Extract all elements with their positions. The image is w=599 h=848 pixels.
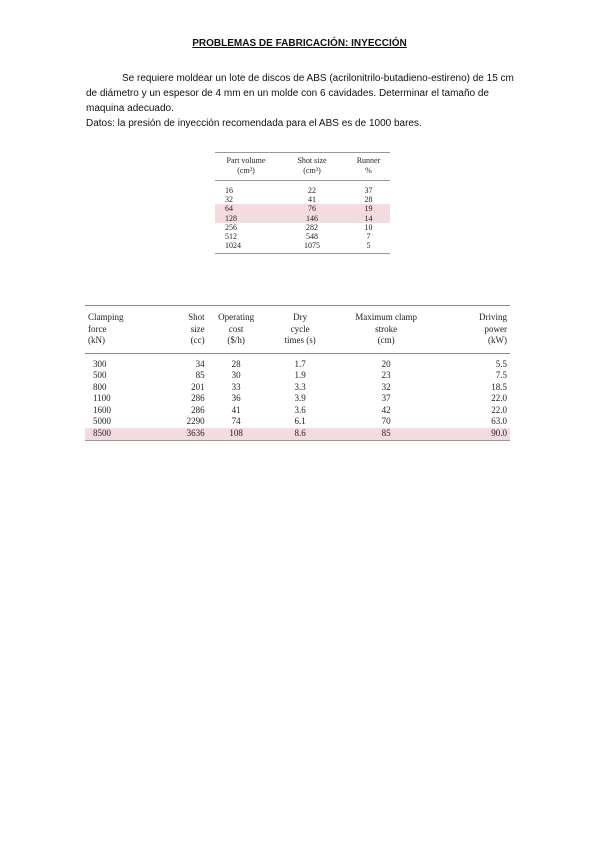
table-row bbox=[215, 195, 390, 204]
table-header-row bbox=[215, 153, 390, 167]
table-cell: 3.9 bbox=[294, 393, 306, 404]
table-cell: 18.5 bbox=[491, 381, 507, 392]
table-cell: 19 bbox=[347, 204, 390, 213]
table-cell: 64 bbox=[215, 204, 277, 213]
table-cell: 33 bbox=[231, 381, 241, 392]
table-cell: 70 bbox=[381, 416, 391, 427]
table-cell: 3.6 bbox=[294, 404, 306, 415]
table-cell: 108 bbox=[205, 428, 268, 440]
table-cell: 34 bbox=[195, 358, 205, 369]
table-cell: 41 bbox=[308, 195, 316, 205]
machine-specs-table bbox=[85, 305, 510, 441]
table-cell: 800 bbox=[93, 381, 107, 392]
column-header-dry-cycle-times: Dry cycle times (s) bbox=[268, 306, 333, 354]
table-header-row bbox=[85, 306, 510, 354]
table-cell: 512 bbox=[225, 232, 237, 242]
table-row-highlighted bbox=[215, 214, 390, 223]
table-cell: 36 bbox=[231, 393, 241, 404]
table-cell: 6.1 bbox=[294, 416, 306, 427]
problem-data-text: Datos: la presión de inyección recomendada para el ABS es de 1000 bares. bbox=[86, 118, 422, 129]
table-row bbox=[215, 232, 390, 241]
table-cell: 3636 bbox=[158, 428, 204, 440]
table-cell: 32 bbox=[381, 381, 391, 392]
table-cell: 1.7 bbox=[294, 358, 306, 369]
column-unit-runner: % bbox=[347, 166, 390, 181]
table-cell: 5 bbox=[347, 241, 390, 254]
page-title: PROBLEMAS DE FABRICACIÓN: INYECCIÓN bbox=[192, 38, 407, 49]
table-row-highlighted bbox=[85, 428, 510, 440]
shot-size-table bbox=[215, 152, 390, 254]
table-cell: 286 bbox=[191, 404, 205, 415]
table-cell: 1.9 bbox=[294, 370, 306, 381]
table-row bbox=[85, 382, 510, 394]
table-cell: 8.6 bbox=[268, 428, 333, 440]
table-cell: 1100 bbox=[93, 393, 111, 404]
table-cell: 1024 bbox=[215, 241, 277, 254]
table-cell: 5.5 bbox=[495, 358, 507, 369]
table-cell: 2290 bbox=[186, 416, 205, 427]
table-cell: 3.3 bbox=[294, 381, 306, 392]
column-header-clamping-force: Clamping force (kN) bbox=[85, 306, 158, 354]
table-cell: 85 bbox=[333, 428, 440, 440]
column-unit-part-volume: (cm³) bbox=[215, 166, 277, 181]
table-cell: 1075 bbox=[277, 241, 347, 254]
table-row bbox=[215, 241, 390, 254]
table-row bbox=[215, 181, 390, 196]
table-cell: 7 bbox=[366, 232, 371, 242]
table-cell: 256 bbox=[225, 222, 237, 232]
table-cell: 282 bbox=[306, 222, 318, 232]
table-cell: 500 bbox=[93, 370, 107, 381]
problem-text: Se requiere moldear un lote de discos de ABS (acrilonitrilo-butadieno-estireno) de 15 cm de diámetro y un espesor de 4 mm en un molde con 6 cavidades. Determinar el tamaño de maquina adecuado. bbox=[86, 73, 514, 114]
table-cell: 90.0 bbox=[440, 428, 510, 440]
table-cell: 32 bbox=[225, 195, 233, 205]
column-unit-shot-size: (cm³) bbox=[277, 166, 347, 181]
table-cell: 300 bbox=[93, 358, 107, 369]
table-row bbox=[85, 416, 510, 428]
table-cell: 201 bbox=[191, 381, 205, 392]
table-row bbox=[85, 393, 510, 405]
table-cell: 16 bbox=[225, 186, 233, 195]
table-cell: 7.5 bbox=[495, 370, 507, 381]
table-row bbox=[85, 405, 510, 417]
column-header-max-clamp-stroke: Maximum clamp stroke (cm) bbox=[333, 306, 440, 354]
table-cell: 128 bbox=[215, 214, 277, 223]
column-header-operating-cost: Operating cost ($/h) bbox=[205, 306, 268, 354]
column-header-shot-size: Shot size bbox=[277, 153, 347, 167]
table-cell: 548 bbox=[306, 232, 318, 242]
table-row bbox=[215, 223, 390, 232]
table-cell: 22.0 bbox=[491, 393, 507, 404]
table-header-units-row bbox=[215, 166, 390, 181]
table-cell: 5000 bbox=[93, 416, 111, 427]
table-cell: 286 bbox=[191, 393, 205, 404]
column-header-part-volume: Part volume bbox=[215, 153, 277, 167]
table-cell: 23 bbox=[381, 370, 391, 381]
table-cell: 42 bbox=[381, 404, 391, 415]
table-cell: 14 bbox=[347, 214, 390, 223]
table-cell: 76 bbox=[277, 204, 347, 213]
table-cell: 8500 bbox=[85, 428, 158, 440]
table-cell: 30 bbox=[231, 370, 241, 381]
table-cell: 22 bbox=[308, 186, 316, 195]
column-header-runner: Runner bbox=[347, 153, 390, 167]
problem-statement bbox=[86, 71, 516, 131]
table-cell: 63.0 bbox=[491, 416, 507, 427]
table-row-highlighted bbox=[215, 204, 390, 213]
column-header-shot-size: Shot size (cc) bbox=[158, 306, 204, 354]
table-cell: 28 bbox=[364, 195, 373, 205]
table-row bbox=[85, 353, 510, 370]
table-cell: 28 bbox=[231, 358, 241, 369]
table-cell: 146 bbox=[277, 214, 347, 223]
table-cell: 1600 bbox=[93, 404, 111, 415]
table-row bbox=[85, 370, 510, 382]
table-cell: 41 bbox=[231, 404, 241, 415]
table-cell: 20 bbox=[381, 358, 391, 369]
table-cell: 37 bbox=[381, 393, 391, 404]
table-cell: 10 bbox=[364, 222, 373, 232]
table-cell: 85 bbox=[195, 370, 205, 381]
table-cell: 22.0 bbox=[491, 404, 507, 415]
column-header-driving-power: Driving power (kW) bbox=[440, 306, 510, 354]
table-cell: 74 bbox=[231, 416, 241, 427]
table-cell: 37 bbox=[364, 186, 373, 195]
